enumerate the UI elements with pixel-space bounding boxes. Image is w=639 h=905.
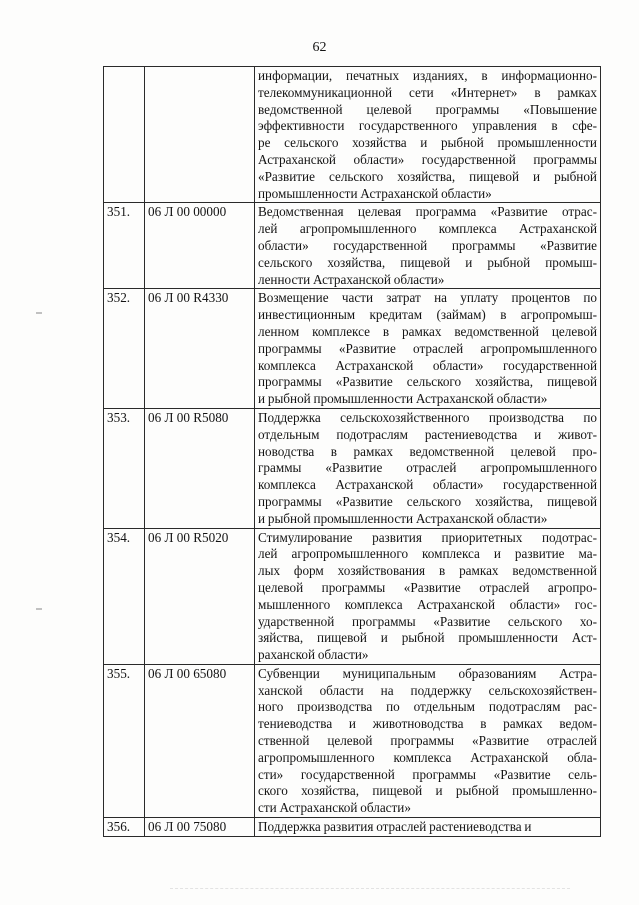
description-line: ственной целевой программы «Развитие отраслей <box>258 733 597 749</box>
description-line: сельского хозяйства, пищевой и рыбной промыш- <box>258 254 597 270</box>
table-row <box>104 203 601 289</box>
table-row <box>104 528 601 664</box>
description-line: лей агропромышленного комплекса и развитие ма- <box>258 546 597 562</box>
description-line: комплекса Астраханской области» государственной <box>258 477 597 493</box>
row-description <box>255 528 601 664</box>
description-line: лых форм хозяйствования в рамках ведомственной <box>258 563 597 579</box>
description-line: целевой программы «Развитие отраслей агропро- <box>258 579 597 595</box>
classification-code: 06 Л 00 R5020 <box>145 528 255 664</box>
description-line: ханской области на поддержку сельскохозяйствен- <box>258 682 597 698</box>
description-line: эффективности государственного управления в сфе- <box>258 118 597 134</box>
description-line: и рыбной промышленности Астраханской области» <box>258 391 548 407</box>
row-description <box>255 818 601 837</box>
table-row <box>104 664 601 817</box>
description-line: лей агропромышленного комплекса Астраханской <box>258 221 597 237</box>
scan-rule <box>170 888 570 889</box>
scan-mark <box>36 608 42 610</box>
description-line: программы «Развитие сельского хозяйства, пищевой <box>258 493 597 509</box>
description-line: ведомственной целевой программы «Повышение <box>258 101 597 117</box>
page-number: 62 <box>312 40 327 55</box>
row-number: 353. <box>104 408 145 528</box>
description-line: граммы «Развитие отраслей агропромышленного <box>258 460 597 476</box>
budget-classification-table <box>103 66 601 837</box>
description-line: промышленности Астраханской области» <box>258 185 492 201</box>
classification-code: 06 Л 00 R4330 <box>145 289 255 409</box>
description-line: информации, печатных изданиях, в информационно- <box>258 68 597 83</box>
description-line: раханской области» <box>258 647 369 663</box>
description-line: Ведомственная целевая программа «Развитие отрас- <box>258 204 597 220</box>
table-row <box>104 408 601 528</box>
table-row <box>104 818 601 837</box>
classification-code: 06 Л 00 R5080 <box>145 408 255 528</box>
description-line: ленном комплексе в рамках ведомственной целевой <box>258 323 597 339</box>
description-line: отдельным подотраслям растениеводства и живот- <box>258 426 597 442</box>
description-line: тениеводства и животноводства в рамках ведом- <box>258 716 597 732</box>
row-number: 352. <box>104 289 145 409</box>
description-line: телекоммуникационной сети «Интернет» в рамках <box>258 84 597 100</box>
description-line: Стимулирование развития приоритетных подотрас- <box>258 529 597 545</box>
row-number: 355. <box>104 664 145 817</box>
classification-code <box>145 67 255 203</box>
description-line: ского хозяйства, пищевой и рыбной промышленно- <box>258 783 597 799</box>
table-row <box>104 67 601 203</box>
row-number <box>104 67 145 203</box>
classification-code: 06 Л 00 65080 <box>145 664 255 817</box>
description-line: мышленного комплекса Астраханской области» гос- <box>258 596 597 612</box>
classification-code: 06 Л 00 00000 <box>145 203 255 289</box>
description-line: инвестиционным кредитам (займам) в агропромыш- <box>258 307 597 323</box>
row-number: 351. <box>104 203 145 289</box>
description-line: сти» государственной программы «Развитие сель- <box>258 766 597 782</box>
description-line: зяйства, пищевой и рыбной промышленности Аст- <box>258 630 597 646</box>
description-line: «Развитие сельского хозяйства, пищевой и рыбной <box>258 168 597 184</box>
description-line: области» государственной программы «Развитие <box>258 237 597 253</box>
description-line: ленности Астраханской области» <box>258 271 445 287</box>
row-description <box>255 408 601 528</box>
row-description <box>255 289 601 409</box>
description-line: Астраханской области» государственной программы <box>258 151 597 167</box>
description-line: программы «Развитие сельского хозяйства, пищевой <box>258 374 597 390</box>
description-line: сти Астраханской области» <box>258 800 411 816</box>
description-line: ударственной программы «Развитие сельского хо- <box>258 613 597 629</box>
description-line: Поддержка развития отраслей растениеводства и <box>258 819 532 835</box>
scan-mark <box>36 312 42 314</box>
row-description <box>255 67 601 203</box>
description-line: Субвенции муниципальным образованиям Астра- <box>258 665 597 681</box>
description-line: агропромышленного комплекса Астраханской обла- <box>258 749 597 765</box>
description-line: новодства в рамках ведомственной целевой про- <box>258 443 597 459</box>
row-number: 356. <box>104 818 145 837</box>
description-line: ного производства по отдельным подотраслям рас- <box>258 699 597 715</box>
description-line: Возмещение части затрат на уплату процентов по <box>258 290 597 306</box>
description-line: ре сельского хозяйства и рыбной промышленности <box>258 135 597 151</box>
description-line: Поддержка сельскохозяйственного производства по <box>258 409 597 425</box>
table-row <box>104 289 601 409</box>
table-body <box>104 67 601 837</box>
description-line: комплекса Астраханской области» государственной <box>258 357 597 373</box>
row-description <box>255 203 601 289</box>
description-line: программы «Развитие отраслей агропромышленного <box>258 340 597 356</box>
row-description <box>255 664 601 817</box>
classification-code: 06 Л 00 75080 <box>145 818 255 837</box>
row-number: 354. <box>104 528 145 664</box>
description-line: и рыбной промышленности Астраханской области» <box>258 510 548 526</box>
